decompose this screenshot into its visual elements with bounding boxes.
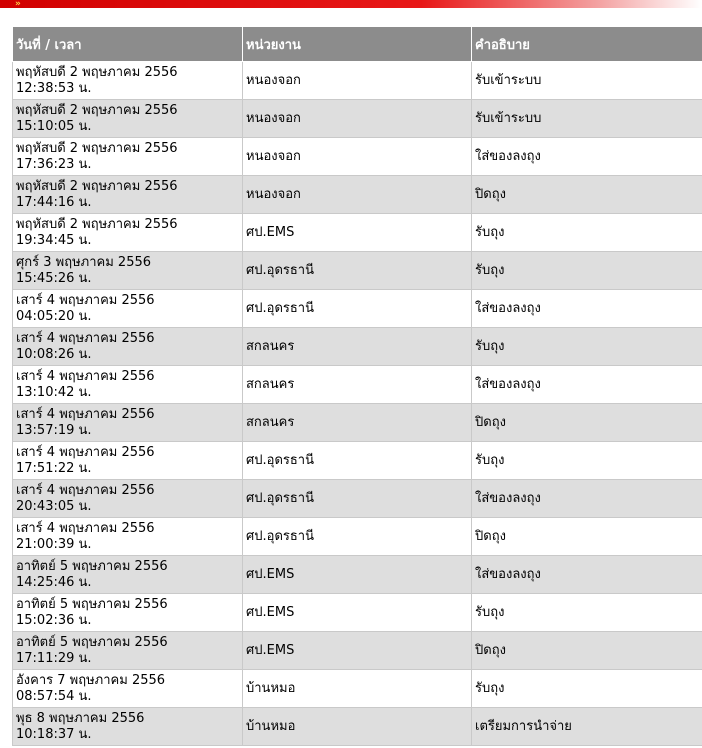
description-cell: เตรียมการนำจ่าย [472, 708, 702, 746]
table-row [13, 556, 702, 594]
time-text: 13:57:19 น. [16, 422, 92, 438]
table-row [13, 366, 702, 404]
time-text: 10:18:37 น. [16, 726, 92, 742]
description-cell: รับถุง [472, 252, 702, 290]
unit-cell: บ้านหมอ [243, 670, 472, 708]
date-text: พฤหัสบดี 2 พฤษภาคม 2556 [16, 216, 178, 232]
date-text: พฤหัสบดี 2 พฤษภาคม 2556 [16, 64, 178, 80]
table-row [13, 176, 702, 214]
description-cell: รับถุง [472, 328, 702, 366]
datetime-cell [13, 404, 243, 442]
datetime-cell [13, 328, 243, 366]
table-row [13, 290, 702, 328]
table-row [13, 518, 702, 556]
description-cell: ปิดถุง [472, 632, 702, 670]
unit-cell: สกลนคร [243, 404, 472, 442]
time-text: 12:38:53 น. [16, 80, 92, 96]
description-cell: รับถุง [472, 594, 702, 632]
time-text: 17:36:23 น. [16, 156, 92, 172]
date-text: พฤหัสบดี 2 พฤษภาคม 2556 [16, 102, 178, 118]
datetime-cell [13, 556, 243, 594]
header-description: คำอธิบาย [472, 27, 702, 62]
unit-cell: ศป.EMS [243, 594, 472, 632]
time-text: 13:10:42 น. [16, 384, 92, 400]
time-text: 17:51:22 น. [16, 460, 92, 476]
date-text: อังคาร 7 พฤษภาคม 2556 [16, 672, 166, 688]
description-cell: ปิดถุง [472, 176, 702, 214]
unit-cell: ศป.EMS [243, 556, 472, 594]
time-text: 14:25:46 น. [16, 574, 92, 590]
datetime-cell [13, 708, 243, 746]
time-text: 15:45:26 น. [16, 270, 92, 286]
unit-cell: สกลนคร [243, 328, 472, 366]
header-unit: หน่วยงาน [243, 27, 472, 62]
time-text: 21:00:39 น. [16, 536, 92, 552]
date-text: ศุกร์ 3 พฤษภาคม 2556 [16, 254, 152, 270]
datetime-cell [13, 100, 243, 138]
unit-cell: ศป.อุดรธานี [243, 252, 472, 290]
unit-cell: หนองจอก [243, 138, 472, 176]
table-row [13, 708, 702, 746]
unit-cell: ศป.EMS [243, 632, 472, 670]
table-header-row [13, 27, 702, 62]
time-text: 15:10:05 น. [16, 118, 92, 134]
time-text: 17:11:29 น. [16, 650, 92, 666]
description-cell: รับเข้าระบบ [472, 62, 702, 100]
description-cell: ปิดถุง [472, 404, 702, 442]
date-text: อาทิตย์ 5 พฤษภาคม 2556 [16, 634, 168, 650]
datetime-cell [13, 518, 243, 556]
time-text: 17:44:16 น. [16, 194, 92, 210]
table-row [13, 670, 702, 708]
datetime-cell [13, 252, 243, 290]
unit-cell: หนองจอก [243, 100, 472, 138]
time-text: 04:05:20 น. [16, 308, 92, 324]
time-text: 19:34:45 น. [16, 232, 92, 248]
date-text: เสาร์ 4 พฤษภาคม 2556 [16, 292, 155, 308]
table-row [13, 594, 702, 632]
description-cell: ใส่ของลงถุง [472, 480, 702, 518]
table-row [13, 442, 702, 480]
unit-cell: หนองจอก [243, 176, 472, 214]
date-text: อาทิตย์ 5 พฤษภาคม 2556 [16, 596, 168, 612]
date-text: เสาร์ 4 พฤษภาคม 2556 [16, 406, 155, 422]
description-cell: รับถุง [472, 442, 702, 480]
table-row [13, 252, 702, 290]
date-text: เสาร์ 4 พฤษภาคม 2556 [16, 482, 155, 498]
unit-cell: ศป.อุดรธานี [243, 480, 472, 518]
table-row [13, 138, 702, 176]
datetime-cell [13, 594, 243, 632]
date-text: พุธ 8 พฤษภาคม 2556 [16, 710, 145, 726]
time-text: 08:57:54 น. [16, 688, 92, 704]
table-row [13, 62, 702, 100]
datetime-cell [13, 366, 243, 404]
datetime-cell [13, 290, 243, 328]
unit-cell: บ้านหมอ [243, 708, 472, 746]
description-cell: ปิดถุง [472, 518, 702, 556]
time-text: 20:43:05 น. [16, 498, 92, 514]
datetime-cell [13, 632, 243, 670]
date-text: เสาร์ 4 พฤษภาคม 2556 [16, 330, 155, 346]
datetime-cell [13, 480, 243, 518]
table-row [13, 328, 702, 366]
description-cell: ใส่ของลงถุง [472, 366, 702, 404]
datetime-cell [13, 214, 243, 252]
unit-cell: หนองจอก [243, 62, 472, 100]
date-text: เสาร์ 4 พฤษภาคม 2556 [16, 368, 155, 384]
tracking-table [12, 26, 702, 746]
datetime-cell [13, 670, 243, 708]
date-text: เสาร์ 4 พฤษภาคม 2556 [16, 520, 155, 536]
table-row [13, 632, 702, 670]
unit-cell: ศป.EMS [243, 214, 472, 252]
description-cell: รับเข้าระบบ [472, 100, 702, 138]
date-text: อาทิตย์ 5 พฤษภาคม 2556 [16, 558, 168, 574]
datetime-cell [13, 176, 243, 214]
table-row [13, 100, 702, 138]
table-row [13, 404, 702, 442]
unit-cell: ศป.อุดรธานี [243, 442, 472, 480]
double-chevron-right-icon: » [15, 0, 21, 9]
unit-cell: ศป.อุดรธานี [243, 290, 472, 328]
header-datetime: วันที่ / เวลา [13, 27, 243, 62]
time-text: 15:02:36 น. [16, 612, 92, 628]
unit-cell: สกลนคร [243, 366, 472, 404]
top-banner-bar [0, 0, 702, 8]
table-row [13, 214, 702, 252]
date-text: เสาร์ 4 พฤษภาคม 2556 [16, 444, 155, 460]
datetime-cell [13, 138, 243, 176]
description-cell: ใส่ของลงถุง [472, 290, 702, 328]
datetime-cell [13, 62, 243, 100]
unit-cell: ศป.อุดรธานี [243, 518, 472, 556]
date-text: พฤหัสบดี 2 พฤษภาคม 2556 [16, 178, 178, 194]
description-cell: ใส่ของลงถุง [472, 556, 702, 594]
date-text: พฤหัสบดี 2 พฤษภาคม 2556 [16, 140, 178, 156]
datetime-cell [13, 442, 243, 480]
description-cell: รับถุง [472, 670, 702, 708]
description-cell: รับถุง [472, 214, 702, 252]
table-row [13, 480, 702, 518]
description-cell: ใส่ของลงถุง [472, 138, 702, 176]
time-text: 10:08:26 น. [16, 346, 92, 362]
